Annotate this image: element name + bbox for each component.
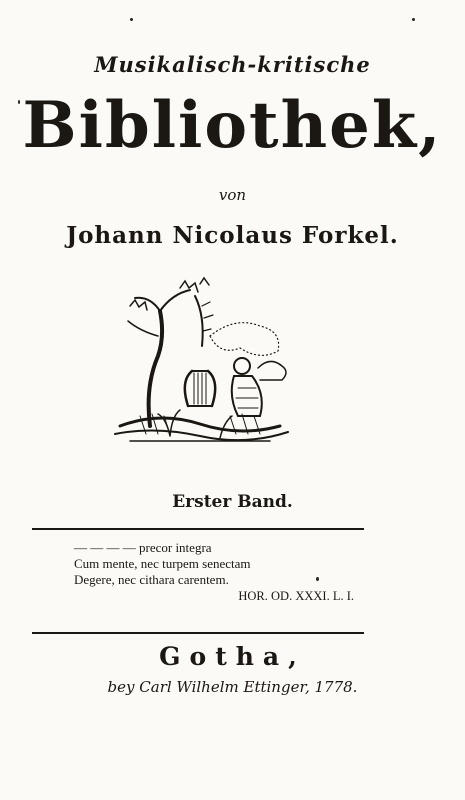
print-speck [412,18,415,21]
motto-line: Degere, nec cithara carentem. [74,572,229,587]
divider-top [32,528,364,530]
divider-bottom [32,632,364,634]
page-title: Bibliothek, [22,88,443,163]
motto-line: — — — — precor integra [74,540,212,555]
volume-label: Erster Band. [172,492,293,512]
author-name: Johann Nicolaus Forkel. [66,222,399,249]
subtitle: Musikalisch-kritische [94,52,371,77]
motto-line: Cum mente, nec turpem senectam [74,556,251,571]
motto-source: HOR. OD. XXXI. L. I. [238,589,354,603]
von-label: von [218,186,247,204]
publication-city: Gotha, [159,642,306,671]
print-speck [130,18,133,21]
publisher-imprint: bey Carl Wilhelm Ettinger, 1778. [107,678,358,696]
motto [74,540,374,604]
engraved-vignette-lyre-icon [110,276,290,456]
